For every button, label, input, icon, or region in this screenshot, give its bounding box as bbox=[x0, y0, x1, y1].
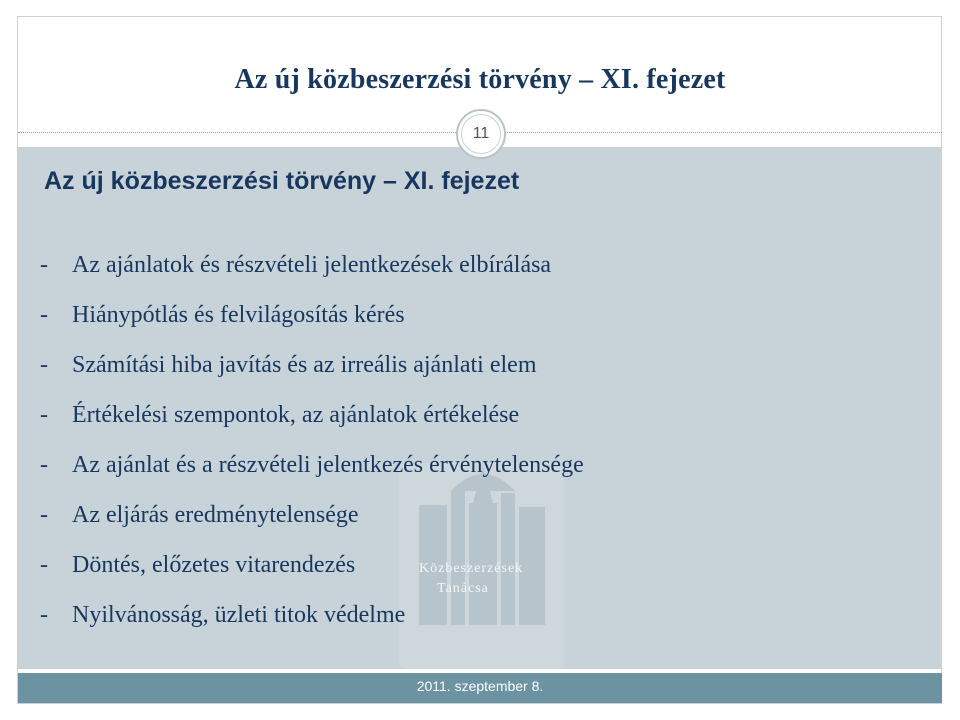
list-item-text: Nyilvánosság, üzleti titok védelme bbox=[72, 602, 406, 628]
bullet-dash: - bbox=[40, 252, 48, 278]
bullet-dash: - bbox=[40, 552, 48, 578]
list-item-text: Hiánypótlás és felvilágosítás kérés bbox=[72, 302, 405, 328]
logo-line-2: Tanácsa bbox=[437, 581, 489, 596]
bullet-dash: - bbox=[40, 302, 48, 328]
bullet-dash: - bbox=[40, 402, 48, 428]
slide-subtitle: Az új közbeszerzési törvény – XI. fejezet bbox=[44, 167, 520, 195]
list-item bbox=[40, 602, 584, 652]
list-item-text: Az ajánlatok és részvételi jelentkezések elbírálása bbox=[72, 252, 552, 278]
list-item bbox=[40, 352, 584, 402]
bullet-dash: - bbox=[40, 602, 48, 628]
list-item bbox=[40, 502, 584, 552]
logo-line-1: Közbeszerzések bbox=[419, 561, 524, 576]
bullet-dash: - bbox=[40, 502, 48, 528]
list-item bbox=[40, 302, 584, 352]
list-item bbox=[40, 402, 584, 452]
list-item bbox=[40, 452, 584, 502]
topic-list bbox=[40, 252, 584, 652]
slide-title: Az új közbeszerzési törvény – XI. fejezet bbox=[234, 64, 726, 95]
list-item-text: Értékelési szempontok, az ajánlatok értékelése bbox=[72, 402, 520, 428]
page-number-badge bbox=[456, 109, 506, 159]
list-item bbox=[40, 552, 584, 602]
list-item-text: Az ajánlat és a részvételi jelentkezés érvénytelensége bbox=[72, 452, 584, 478]
list-item-text: Számítási hiba javítás és az irreális ajánlati elem bbox=[72, 352, 537, 378]
bullet-dash: - bbox=[40, 352, 48, 378]
page-number: 11 bbox=[461, 114, 501, 154]
list-item-text: Döntés, előzetes vitarendezés bbox=[72, 552, 356, 578]
footer-date: 2011. szeptember 8. bbox=[416, 678, 544, 694]
list-item bbox=[40, 252, 584, 302]
bullet-dash: - bbox=[40, 452, 48, 478]
list-item-text: Az eljárás eredménytelensége bbox=[72, 502, 359, 528]
